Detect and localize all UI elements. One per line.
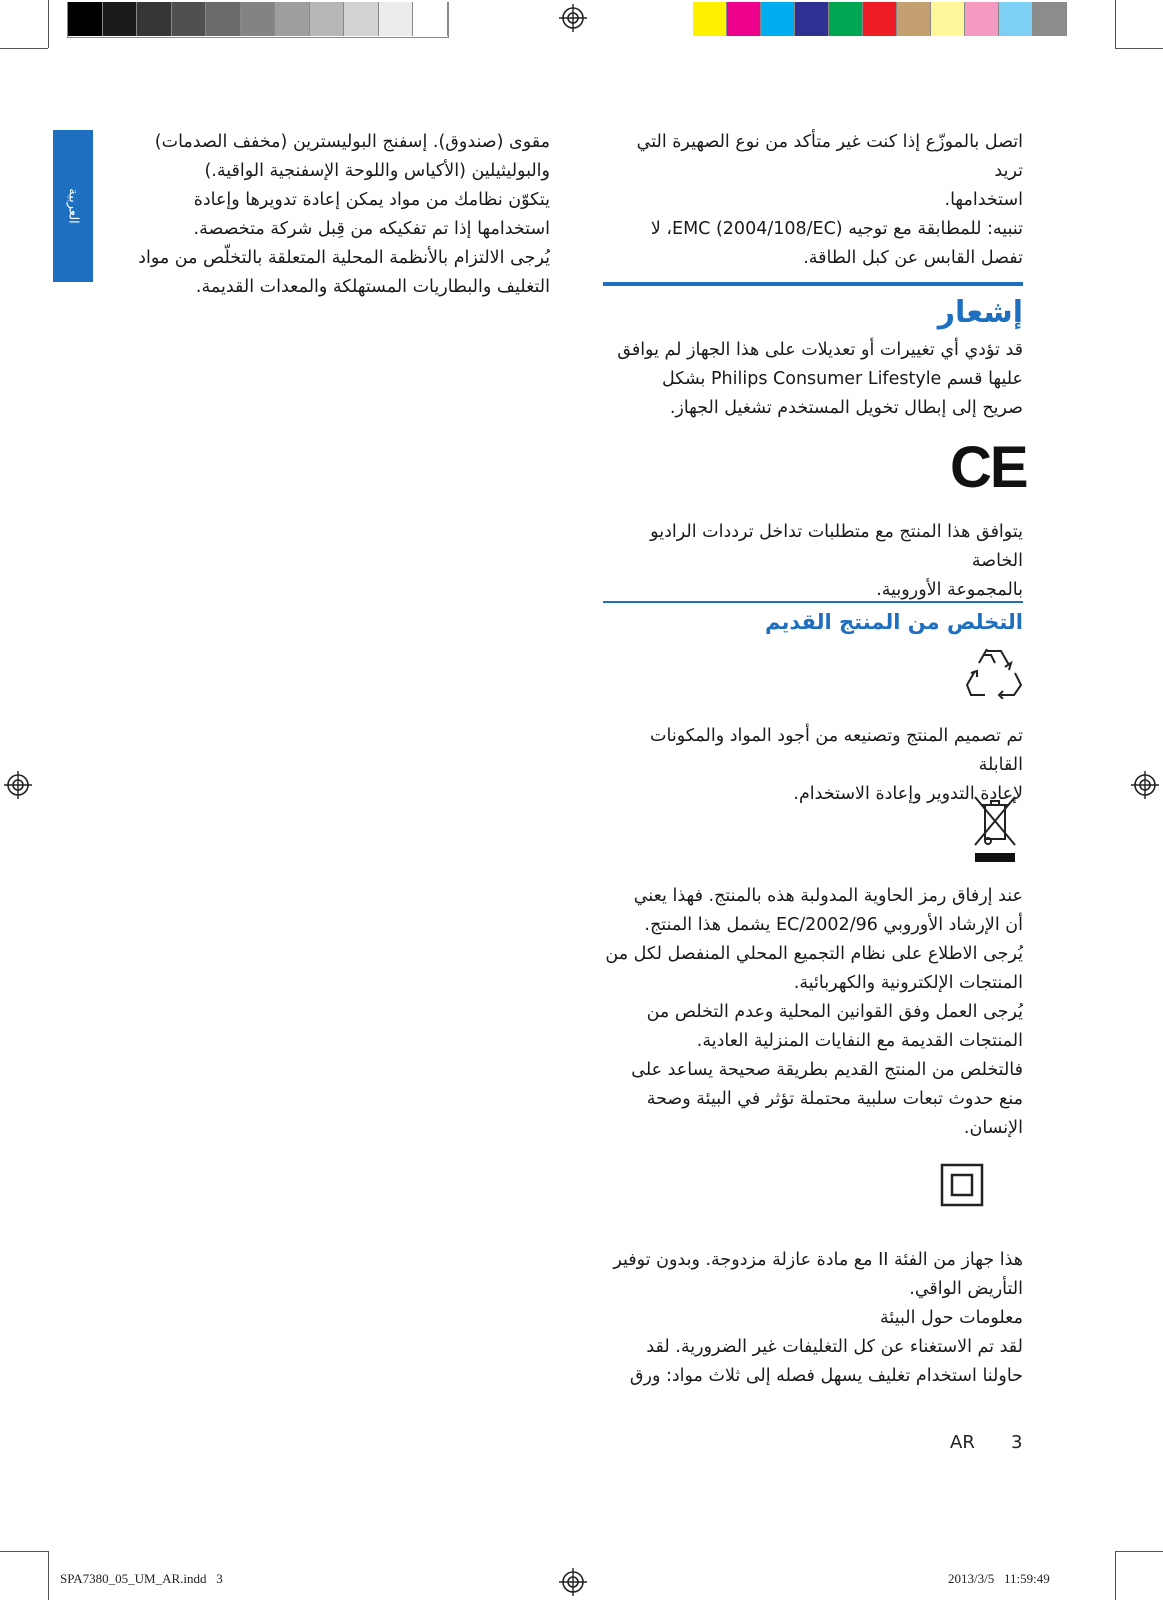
recycle-text	[603, 722, 1023, 809]
color-swatch	[275, 2, 310, 36]
color-swatch	[897, 2, 931, 36]
text-line: يُرجى الاطلاع على نظام التجميع المحلي المنفصل لكل من	[605, 944, 1023, 964]
text-line: المنتجات الإلكترونية والكهربائية.	[793, 973, 1023, 993]
left-column	[110, 128, 550, 302]
language-side-tab-label: العربية	[65, 188, 81, 224]
text-line: قد تؤدي أي تغييرات أو تعديلات على هذا الجهاز لم يوافق	[617, 340, 1023, 360]
text-line: فالتخلص من المنتج القديم بطريقة صحيحة يساعد على	[631, 1060, 1023, 1080]
language-side-tab	[53, 130, 93, 282]
double-square-icon	[940, 1163, 984, 1207]
text-line: استخدامها.	[944, 190, 1023, 210]
registration-mark-right-icon	[1131, 771, 1159, 799]
footer-file: SPA7380_05_UM_AR.indd 3	[60, 1571, 223, 1586]
color-swatch	[68, 2, 103, 36]
color-swatch	[863, 2, 897, 36]
color-swatch	[241, 2, 276, 36]
text-line: استخدامها إذا تم تفكيكه من قِبل شركة متخصصة.	[193, 219, 550, 239]
crop-mark	[0, 1551, 48, 1552]
text-line: التأريض الواقي.	[909, 1279, 1023, 1299]
intro-text	[603, 128, 1023, 273]
disposal-title: التخلص من المنتج القديم	[765, 610, 1023, 634]
color-swatch	[761, 2, 795, 36]
notice-title: إشعار	[937, 295, 1023, 330]
color-swatch	[965, 2, 999, 36]
section-rule-notice	[603, 282, 1023, 286]
color-swatch	[829, 2, 863, 36]
text-line: يُرجى العمل وفق القوانين المحلية وعدم التخلص من	[646, 1002, 1023, 1022]
notice-section	[603, 295, 1023, 423]
text-line: حاولنا استخدام تغليف يسهل فصله إلى ثلاث مواد: ورق	[629, 1366, 1023, 1386]
text-line: صريح إلى إبطال تخويل المستخدم تشغيل الجهاز.	[669, 398, 1023, 418]
class2-section	[603, 1246, 1023, 1391]
text-line: تنبيه: للمطابقة مع توجيه EMC (2004/108/EC)، لا	[650, 219, 1023, 239]
color-swatch	[344, 2, 379, 36]
registration-mark-top-icon	[559, 4, 587, 32]
crop-mark	[1115, 1551, 1116, 1600]
recycle-icon	[965, 645, 1023, 699]
color-swatch	[1033, 2, 1067, 36]
text-line: لإعادة التدوير وإعادة الاستخدام.	[793, 784, 1023, 804]
color-swatch	[931, 2, 965, 36]
weee-section	[603, 882, 1023, 1143]
color-swatch	[310, 2, 345, 36]
text-line: هذا جهاز من الفئة II مع مادة عازلة مزدوجة. وبدون توفير	[613, 1250, 1023, 1270]
text-line: تفصل القابس عن كبل الطاقة.	[803, 248, 1023, 268]
page-lang-label: AR	[950, 1432, 975, 1453]
section-rule-disposal	[603, 601, 1023, 603]
registration-mark-left-icon	[4, 771, 32, 799]
crop-mark	[1115, 0, 1116, 48]
text-line: لقد تم الاستغناء عن كل التغليفات غير الضرورية. لقد	[646, 1337, 1023, 1357]
notice-text	[603, 336, 1023, 423]
crop-mark	[48, 1551, 49, 1600]
color-swatch	[137, 2, 172, 36]
text-line: عليها قسم Philips Consumer Lifestyle بشكل	[662, 369, 1023, 389]
color-swatch	[172, 2, 207, 36]
registration-mark-bottom-icon	[559, 1568, 587, 1596]
text-line: والبوليثيلين (الأكياس واللوحة الإسفنجية الواقية.)	[204, 161, 550, 181]
crop-mark	[1115, 1551, 1163, 1552]
color-swatch	[693, 2, 727, 36]
color-swatch	[727, 2, 761, 36]
crossed-bin-icon	[973, 795, 1017, 865]
text-line: يتوافق هذا المنتج مع متطلبات تداخل ترددات الراديو الخاصة	[650, 522, 1023, 571]
text-line: يُرجى الالتزام بالأنظمة المحلية المتعلقة بالتخلّص من مواد	[138, 248, 550, 268]
text-line: تم تصميم المنتج وتصنيعه من أجود المواد والمكونات القابلة	[650, 726, 1023, 775]
footer-timestamp: 2013/3/5 11:59:49	[948, 1571, 1050, 1586]
ce-text	[603, 518, 1023, 605]
color-swatch	[379, 2, 414, 36]
disposal-section	[603, 610, 1023, 634]
text-line: منع حدوث تبعات سلبية محتملة تؤثر في البيئة وصحة	[646, 1089, 1023, 1109]
color-swatch	[999, 2, 1033, 36]
text-line: مقوى (صندوق). إسفنج البوليسترين (مخفف الصدمات)	[154, 132, 550, 152]
ce-mark-icon: CE	[950, 435, 1027, 500]
recycle-section	[603, 722, 1023, 809]
color-swatch	[795, 2, 829, 36]
right-column	[603, 128, 1023, 273]
text-line: بالمجموعة الأوروبية.	[876, 580, 1023, 600]
environment-title: معلومات حول البيئة	[880, 1308, 1023, 1328]
color-swatch	[413, 2, 448, 36]
weee-text	[603, 882, 1023, 1143]
text-line: الإنسان.	[963, 1118, 1023, 1138]
crop-mark	[48, 0, 49, 48]
text-line: المنتجات القديمة مع النفايات المنزلية العادية.	[696, 1031, 1023, 1051]
environment-text	[603, 1333, 1023, 1391]
page-number: 3	[1011, 1432, 1023, 1453]
text-line: أن الإرشاد الأوروبي 2002/96/EC يشمل هذا المنتج.	[644, 915, 1023, 935]
color-swatch	[103, 2, 138, 36]
color-swatch	[206, 2, 241, 36]
text-line: يتكوّن نظامك من مواد يمكن إعادة تدويرها وإعادة	[193, 190, 550, 210]
class2-text	[603, 1246, 1023, 1304]
crop-mark	[0, 48, 48, 49]
text-line: اتصل بالموزّع إذا كنت غير متأكد من نوع الصهيرة التي تريد	[636, 132, 1023, 181]
packaging-text	[110, 128, 550, 302]
crop-mark	[1115, 48, 1163, 49]
ce-section	[603, 518, 1023, 605]
text-line: عند إرفاق رمز الحاوية المدولبة هذه بالمنتج. فهذا يعني	[633, 886, 1023, 906]
text-line: التغليف والبطاريات المستهلكة والمعدات القديمة.	[195, 277, 550, 297]
